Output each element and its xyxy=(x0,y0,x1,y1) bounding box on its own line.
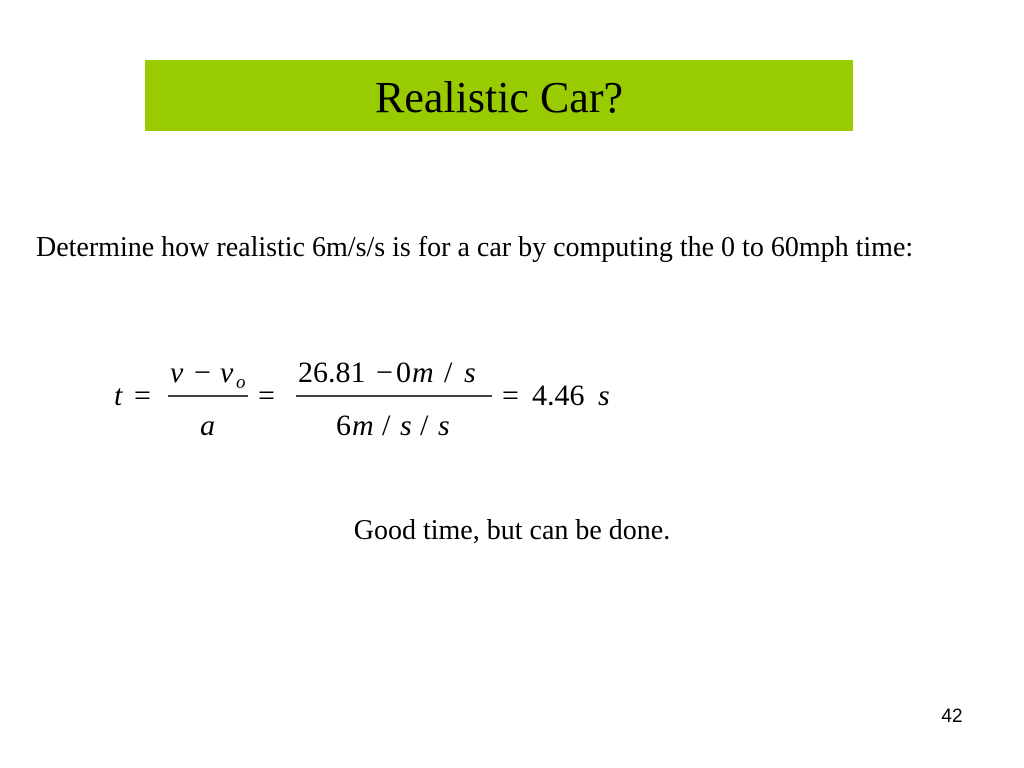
eq-frac1-num-minus: − xyxy=(194,356,211,389)
eq-equals-3: = xyxy=(502,379,519,412)
equation xyxy=(100,345,640,455)
eq-frac1-num-vo: v xyxy=(220,356,234,389)
eq-equals-1: = xyxy=(134,379,151,412)
slide-title: Realistic Car? xyxy=(374,72,623,122)
eq-frac2-den-value: 6 xyxy=(336,409,351,442)
eq-lhs-t: t xyxy=(114,379,123,412)
eq-frac1-den-a: a xyxy=(200,409,215,442)
eq-frac1-num-v: v xyxy=(170,356,184,389)
eq-frac2-den-slash-2: / xyxy=(420,409,429,442)
eq-result-unit: s xyxy=(598,379,610,412)
page-number: 42 xyxy=(941,706,963,727)
eq-frac2-den-s2: s xyxy=(438,409,450,442)
problem-paragraph: Determine how realistic 6m/s/s is for a car by computing the 0 to 60mph time: xyxy=(36,232,914,263)
title-banner xyxy=(145,60,853,131)
eq-frac2-num-minus: − xyxy=(376,356,393,389)
eq-frac1-num-sub: o xyxy=(236,372,246,393)
eq-equals-2: = xyxy=(258,379,275,412)
eq-frac2-num-value: 26.81 xyxy=(298,356,366,389)
equation-svg xyxy=(100,345,640,455)
eq-frac2-num-zero: 0 xyxy=(396,356,411,389)
eq-result-value: 4.46 xyxy=(532,379,585,412)
eq-frac2-den-m: m xyxy=(352,409,374,442)
result-comment: Good time, but can be done. xyxy=(353,515,671,546)
eq-frac2-num-s: s xyxy=(464,356,476,389)
eq-frac2-den-s1: s xyxy=(400,409,412,442)
eq-frac2-den-slash-1: / xyxy=(382,409,391,442)
eq-frac2-num-m: m xyxy=(412,356,434,389)
eq-frac2-num-slash: / xyxy=(444,356,453,389)
